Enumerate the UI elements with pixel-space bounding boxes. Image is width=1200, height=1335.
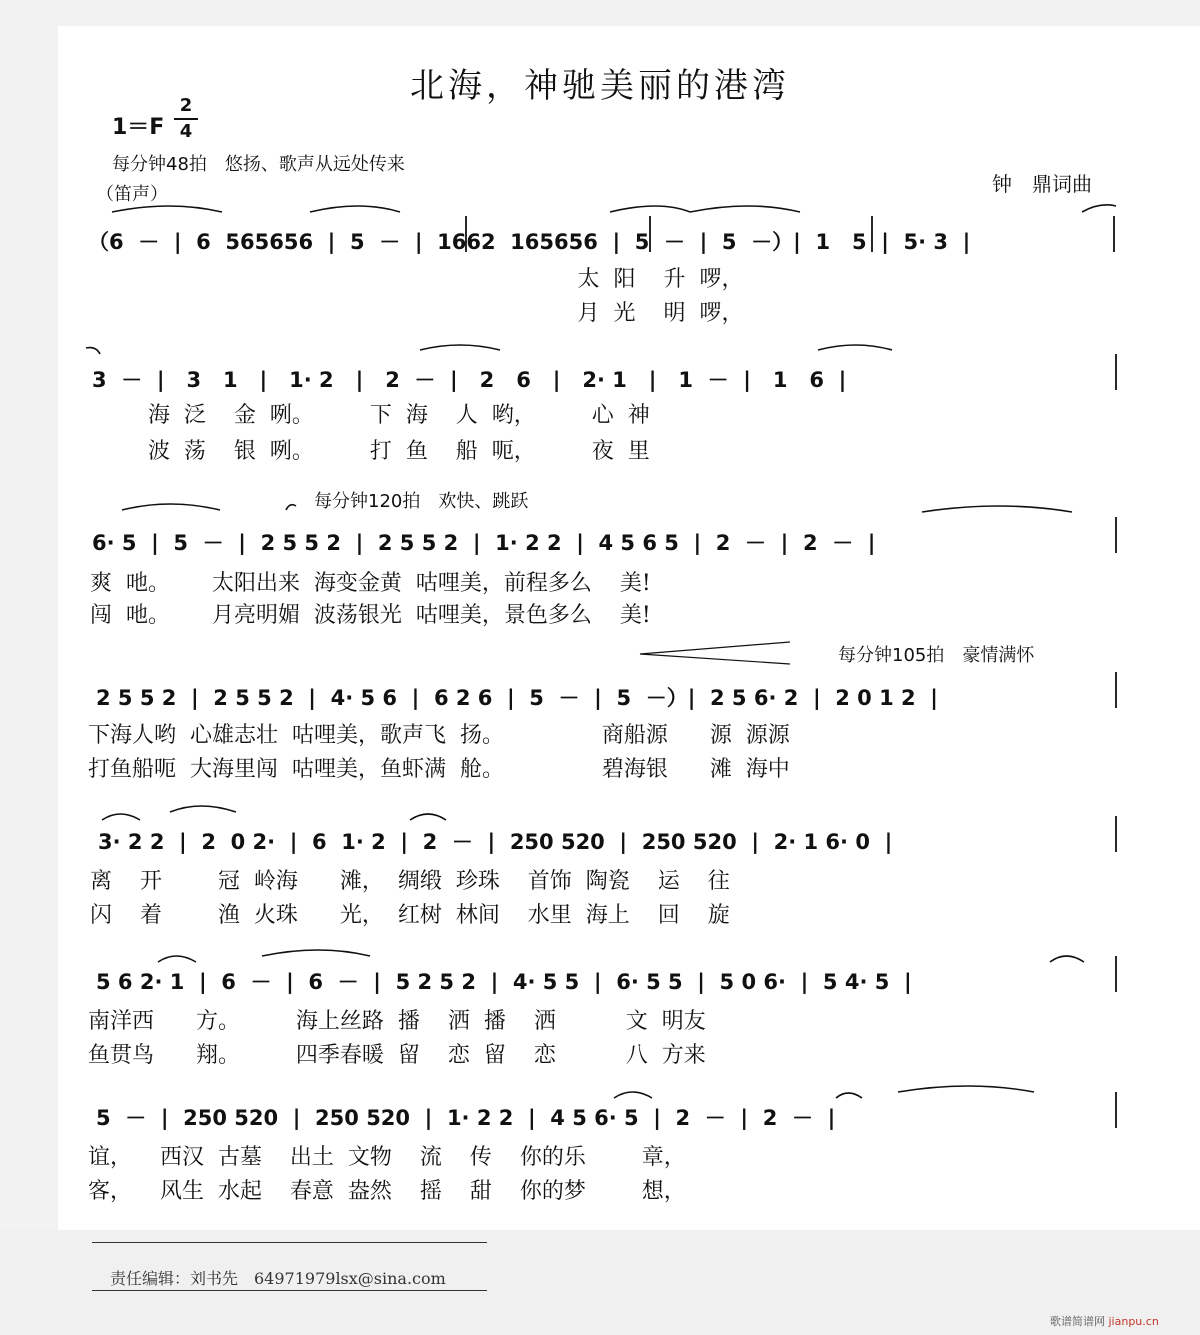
watermark-url: jianpu.cn	[1108, 1315, 1159, 1328]
tempo-marking-3: 每分钟105拍 豪情满怀	[838, 645, 1035, 666]
notes-system-4: 2 5 5 2 | 2 5 5 2 | 4· 5 6 | 6 2 6 | 5 － | 5 －）| 2 5 6· 2 | 2 0 1 2 |	[96, 686, 938, 710]
time-signature-bottom: 4	[179, 121, 193, 142]
lyrics-system-4-verse-1: 下海人哟 心雄志壮 咕哩美，歌声飞 扬。 商船源 源 源源	[88, 723, 790, 748]
composer-credit: 钟 鼎词曲	[992, 172, 1092, 196]
time-signature	[174, 96, 198, 142]
watermark-site-name: 歌谱简谱网	[1050, 1315, 1105, 1328]
lyrics-system-7-verse-1: 谊， 西汉 古墓 出土 文物 流 传 你的乐 章，	[88, 1145, 686, 1170]
lyrics-system-1-verse-1: 太 阳 升 啰，	[88, 267, 744, 292]
lyrics-system-2-verse-1: 海 泛 金 咧。 下 海 人 哟， 心 神	[92, 403, 650, 428]
key-signature: 1＝F	[112, 115, 165, 140]
notes-system-5: 3· 2 2 | 2 0 2· | 6 1· 2 | 2 － | 250 520 | 250 520 | 2· 1 6· 0 |	[98, 830, 893, 854]
notes-system-2: 3 － | 3 1 | 1· 2 | 2 － | 2 6 | 2· 1 | 1 － | 1 6 |	[92, 368, 847, 392]
site-watermark	[1050, 1313, 1159, 1329]
lyrics-system-6-verse-1: 南洋西 方。 海上丝路 播 洒 播 洒 文 明友	[88, 1009, 706, 1034]
notes-system-1: （6 － | 6 565656 | 5 － | 1662 165656 | 5 － | 5 －）| 1 5 | 5· 3 |	[88, 230, 971, 254]
lyrics-system-3-verse-2: 闯 吔。 月亮明媚 波荡银光 咕哩美，景色多么 美!	[90, 603, 651, 628]
editor-rule-top	[92, 1242, 487, 1243]
tempo-marking-1: 每分钟48拍 悠扬、歌声从远处传来	[112, 154, 405, 175]
notes-system-7: 5 － | 250 520 | 250 520 | 1· 2 2 | 4 5 6· 5 | 2 － | 2 － |	[96, 1106, 836, 1130]
editor-rule-bottom	[92, 1290, 487, 1291]
time-signature-top: 2	[179, 95, 193, 116]
tempo-marking-2: 每分钟120拍 欢快、跳跃	[314, 491, 529, 512]
instrument-note: （笛声）	[96, 184, 168, 205]
lyrics-system-1-verse-2: 月 光 明 啰，	[88, 301, 744, 326]
lyrics-system-3-verse-1: 爽 吔。 太阳出来 海变金黄 咕哩美，前程多么 美!	[90, 571, 651, 596]
notes-system-3: 6· 5 | 5 － | 2 5 5 2 | 2 5 5 2 | 1· 2 2 | 4 5 6 5 | 2 － | 2 － |	[92, 531, 876, 555]
notes-system-6: 5 6 2· 1 | 6 － | 6 － | 5 2 5 2 | 4· 5 5 | 6· 5 5 | 5 0 6· | 5 4· 5 |	[96, 970, 912, 994]
lyrics-system-5-verse-2: 闪 着 渔 火珠 光， 红树 林间 水里 海上 回 旋	[90, 903, 730, 928]
lyrics-system-5-verse-1: 离 开 冠 岭海 滩， 绸缎 珍珠 首饰 陶瓷 运 往	[90, 869, 730, 894]
song-title: 北海，神驰美丽的港湾	[410, 66, 790, 106]
lyrics-system-6-verse-2: 鱼贯鸟 翔。 四季春暖 留 恋 留 恋 八 方来	[88, 1043, 706, 1068]
lyrics-system-7-verse-2: 客， 风生 水起 春意 盎然 摇 甜 你的梦 想，	[88, 1179, 686, 1204]
lyrics-system-2-verse-2: 波 荡 银 咧。 打 鱼 船 呃， 夜 里	[92, 439, 650, 464]
editor-credit: 责任编辑：刘书先 64971979lsx@sina.com	[110, 1269, 446, 1288]
lyrics-system-4-verse-2: 打鱼船呃 大海里闯 咕哩美，鱼虾满 舱。 碧海银 滩 海中	[88, 757, 790, 782]
